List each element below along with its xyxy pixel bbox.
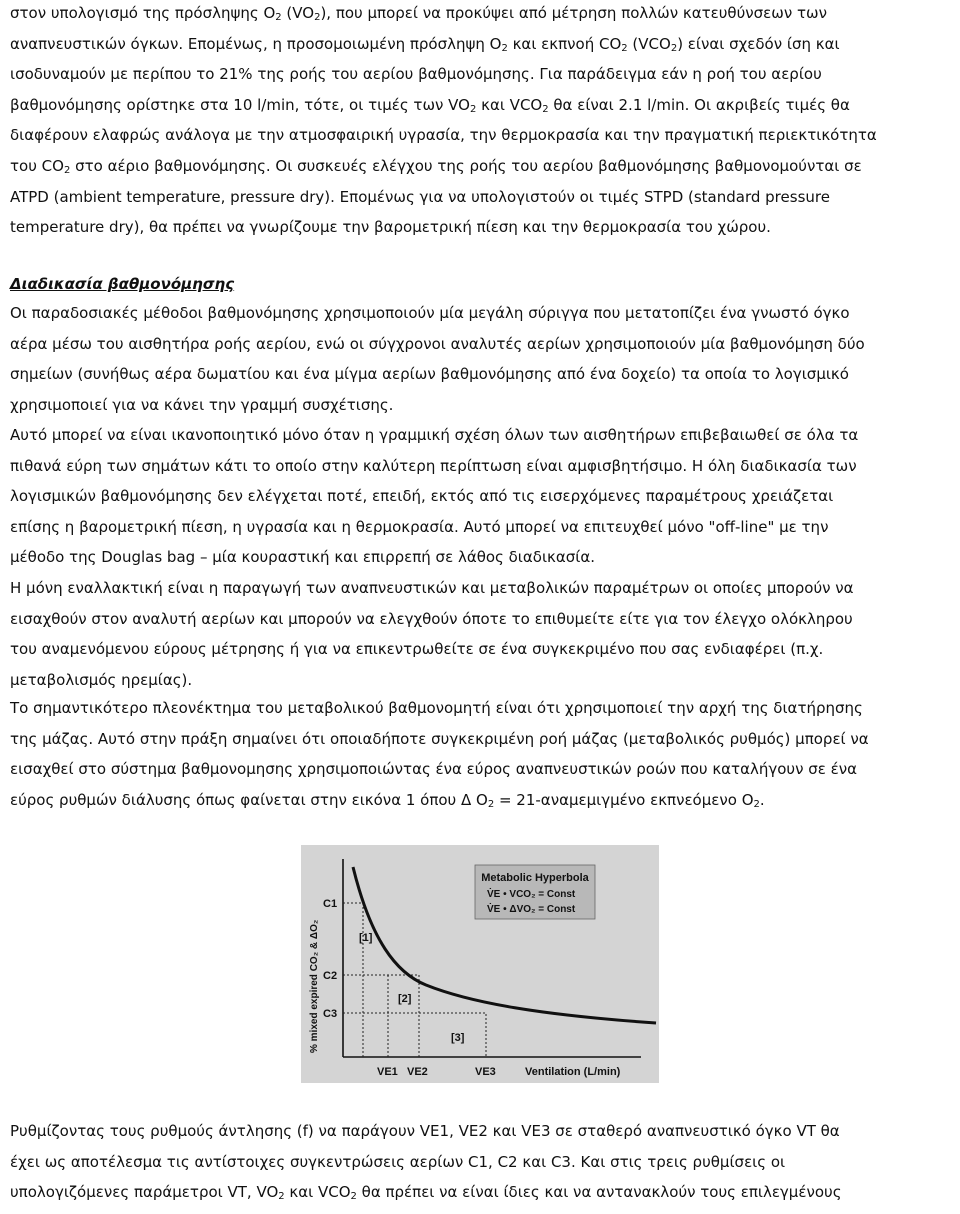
paragraph-pump-rates: Ρυθμίζοντας τους ρυθμούς άντλησης (f) να παράγουν VE1, VE2 και VE3 σε σταθερό αναπνευστικό όγκο VT θα έχει ως αποτέλεσμα τις αντίστοιχες συγκεντρώσεις αερίων C1, C2 και C3. Και στις τρεις ρυθμίσεις οι υπολογιζόμενες παράμετροι VT, $VO_2$ και $VCO_2$ θα πρέπει να είναι ίδιες και να αντανακλούν τους επιλεγμένους	[10, 1122, 842, 1203]
region-label-2: [2]	[398, 993, 412, 1005]
figure-drawing	[301, 845, 659, 1083]
y-axis-label: % mixed expired CO₂ & ΔO₂	[309, 919, 320, 1053]
section-heading: Διαδικασία βαθμονόμησης	[10, 275, 235, 293]
metabolic-hyperbola-figure	[301, 845, 659, 1083]
region-label-1: [1]	[359, 932, 373, 944]
paragraph-traditional-methods: Οι παραδοσιακές μέθοδοι βαθμονόμησης χρησιμοποιούν μία μεγάλη σύριγγα που μετατοπίζει ένα γνωστό όγκο αέρα μέσω του αισθητήρα ροής αερίου, ενώ οι σύγχρονοι αναλυτές αερίων χρησιμοποιούν μία βαθμονόμηση δύο σημείων (συνήθως αέρα δωματίου και ένα μίγμα αερίων βαθμονόμησης από ένα δοχείο) τα οποία το λογισμικό χρησιμοποιεί για να κάνει την γραμμή συσχέτισης.	[10, 304, 865, 414]
paragraph-linearity: Αυτό μπορεί να είναι ικανοποιητικό μόνο όταν η γραμμική σχέση όλων των αισθητήρων επιβεβαιωθεί σε όλα τα πιθανά εύρη των σημάτων κάτι το οποίο στην καλύτερη περίπτωση είναι αμφισβητήσιμο. Η όλη διαδικασία των λογισμικών βαθμονόμησης δεν ελέγχεται ποτέ, επειδή, εκτός από τις εισερχόμενες παραμέτρους χρειάζεται επίσης η βαρομετρική πίεση, η υγρασία και η θερμοκρασία. Αυτό μπορεί να επιτευχθεί μόνο "off-line" με την μέθοδο της Douglas bag – μία κουραστική και επιρρεπή σε λάθος διαδικασία.	[10, 426, 859, 567]
paragraph-mass-conservation: Το σημαντικότερο πλεονέκτημα του μεταβολικού βαθμονομητή είναι ότι χρησιμοποιεί την αρχή της διατήρησης της μάζας. Αυτό στην πράξη σημαίνει ότι οποιαδήποτε συγκεκριμένη ροή μάζας (μεταβολικός ρυθμός) μπορεί να εισαχθεί στο σύστημα βαθμονομησης χρησιμοποιώντας ένα εύρος αναπνευστικών ροών που καταλήγουν σε ένα εύρος ρυθμών διάλυσης όπως φαίνεται στην εικόνα 1 όπου Δ $O_2 = 21-\alpha\nu\alpha\mu\varepsilon\mu\iota\gamma\mu έ\nu o$ εκπνεόμενο $O_2$.	[10, 699, 869, 810]
paragraph-alternative: Η μόνη εναλλακτική είναι η παραγωγή των αναπνευστικών και μεταβολικών παραμέτρων οι οποίες μπορούν να εισαχθούν στον αναλυτή αερίων και μπορούν να ελεγχθούν όποτε το επιθυμείτε είτε για τον έλεγχο ολόκληρου του αναμενόμενου εύρους μέτρησης ή για να επικεντρωθείτε σε ένα συγκεκριμένο που σας ενδιαφέρει (π.χ. μεταβολισμός ηρεμίας).	[10, 579, 854, 689]
x-axis-label: Ventilation (L/min)	[525, 1066, 621, 1078]
y-tick-c2: C2	[323, 970, 338, 982]
x-tick-ve1: VE1	[377, 1066, 398, 1078]
y-tick-c3: C3	[323, 1008, 338, 1020]
region-label-3: [3]	[451, 1032, 465, 1044]
x-tick-ve2: VE2	[407, 1066, 428, 1078]
paragraph-calibration-gas: στον υπολογισμό της πρόσληψης $O_2$ $(VO_2)$, που μπορεί να προκύψει από μέτρηση πολλών κατευθύνσεων των αναπνευστικών όγκων. Επομένως, η προσομοιωμένη πρόσληψη $O_2$ και εκπνοή $CO_2$ $(VCO_2)$ είναι σχεδόν ίση και ισοδυναμούν με περίπου το 21% της ροής του αερίου βαθμονόμησης. Για παράδειγμα εάν η ροή του αερίου βαθμονόμησης ορίστηκε στα 10 l/min, τότε, οι τιμές των $VO_2$ και $VCO_2$ θα είναι 2.1 l/min. Οι ακριβείς τιμές θα διαφέρουν ελαφρώς ανάλογα με την ατμοσφαιρική υγρασία, την θερμοκρασία και την πραγματική περιεκτικότητα του $CO_2$ στο αέριο βαθμονόμησης. Οι συσκευές ελέγχου της ροής του αερίου βαθμονόμησης βαθμονομούνται σε ATPD (ambient temperature, pressure dry). Επομένως για να υπολογιστούν οι τιμές STPD (standard pressure temperature dry), θα πρέπει να γνωρίζουμε την βαρομετρική πίεση και την θερμοκρασία του χώρου.	[10, 4, 877, 237]
y-tick-c1: C1	[323, 898, 338, 910]
x-tick-ve3: VE3	[475, 1066, 496, 1078]
legend-line-2: V̇E • ΔVO₂ = Const	[487, 904, 576, 915]
legend-line-1: V̇E • VCO₂ = Const	[487, 889, 576, 900]
legend-title: Metabolic Hyperbola	[481, 872, 589, 884]
